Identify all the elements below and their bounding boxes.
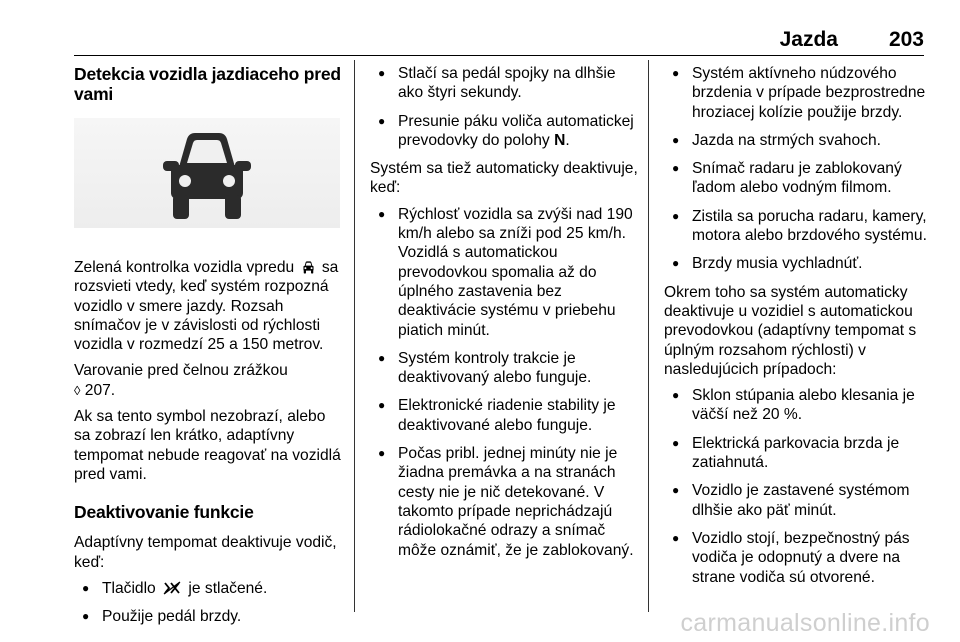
paragraph-indicator: [74, 258, 346, 354]
column-2: [370, 64, 640, 569]
paragraph-no-symbol: Ak sa tento symbol nezobrazí, alebo sa zobrazí len krátko, adaptívny tempomat nebude reagovať na vozidlá pred vami.: [74, 408, 341, 483]
paragraph-auto-deactivation: Systém sa tiež automaticky deaktivuje, keď:: [370, 160, 638, 197]
page-number: 203: [888, 28, 924, 51]
list-item: ● Elektrická parkovacia brzda je zatiahnutá.: [664, 434, 930, 473]
list-item: ● Počas pribl. jednej minúty nie je žiadna premávka a na stranách cesty nie je nič detekované. V takomto prípade neprichádzajú rádiolokačné odrazy a snímač môže oznámiť, že je zablokovaný.: [370, 444, 640, 560]
text-fragment: sa rozsvieti vtedy, keď systém rozpozná vozidlo v smere jazdy. Rozsah snímačov je v závislosti od rýchlosti vozidla v rozmedzí 25 a 150 metrov.: [74, 259, 339, 354]
car-front-icon-panel: [74, 118, 340, 228]
list-item: ● Zistila sa porucha radaru, kamery, motora alebo brzdového systému.: [664, 207, 930, 246]
list-auto-deactivation-cont: [664, 64, 930, 274]
list-item: ● Stlačí sa pedál spojky na dlhšie ako štyri sekundy.: [370, 64, 640, 103]
text-fragment: .: [565, 131, 570, 149]
chapter-title: Jazda: [779, 28, 838, 51]
list-item: ● Rýchlosť vozidla sa zvýši nad 190 km/h alebo sa zníži pod 25 km/h. Vozidlá s automatickou prevodovkou spomalia až do úplného zastavenia bez deaktivácie systému v priebehu piatich minút.: [370, 205, 640, 340]
list-automatic-transmission: [664, 386, 930, 587]
column-3: [664, 64, 930, 596]
text-fragment: Tlačidlo: [102, 579, 156, 597]
list-item: ● Systém kontroly trakcie je deaktivovaný alebo funguje.: [370, 349, 640, 388]
section-heading-deactivation: Deaktivovanie funkcie: [74, 502, 254, 523]
page-ref-link[interactable]: 207.: [84, 381, 116, 399]
paragraph-driver-deactivates: Adaptívny tempomat deaktivuje vodič, keď:: [74, 534, 337, 571]
list-item: ● Použije pedál brzdy.: [74, 607, 346, 626]
page-ref-icon: ◊: [74, 382, 81, 398]
watermark: carmanualsonline.info: [680, 609, 930, 637]
gear-position-label: N: [554, 131, 566, 149]
list-item: ● Sklon stúpania alebo klesania je väčší než 20 %.: [664, 386, 930, 425]
list-driver-deactivation: [74, 579, 346, 627]
paragraph-automatic-transmission: Okrem toho sa systém automaticky deaktivuje u vozidiel s automatickou prevodovkou (adaptívny tempomat s úplným rozsahom rýchlosti) v nasledujúcich prípadoch:: [664, 283, 917, 378]
list-item: ● Jazda na strmých svahoch.: [664, 131, 930, 150]
list-driver-deactivation-cont: [370, 64, 640, 150]
column-divider-2: [648, 60, 649, 612]
list-item: ● Elektronické riadenie stability je deaktivované alebo funguje.: [370, 396, 640, 435]
car-front-icon: [301, 260, 316, 274]
page-header: [74, 28, 924, 52]
list-item: ● Vozidlo stojí, bezpečnostný pás vodiča je odopnutý a dvere na strane vodiča sú otvorené.: [664, 529, 930, 587]
column-1: [74, 64, 346, 635]
text-fragment: Presunie páku voliča automatickej prevodovky do polohy: [398, 112, 634, 149]
text-fragment: je stlačené.: [188, 579, 268, 597]
column-divider-1: [354, 60, 355, 612]
distance-button-icon: [162, 581, 182, 595]
list-auto-deactivation: [370, 205, 640, 560]
text-fragment: Zelená kontrolka vozidla vpredu: [74, 259, 295, 276]
header-divider: [74, 55, 924, 56]
list-item: ● Brzdy musia vychladnúť.: [664, 254, 930, 273]
list-item: [74, 579, 346, 598]
text-fragment: Varovanie pred čelnou zrážkou: [74, 362, 288, 380]
paragraph-warning-ref: [74, 361, 346, 400]
list-item: ● Snímač radaru je zablokovaný ľadom alebo vodným filmom.: [664, 159, 930, 198]
list-item: ● Vozidlo je zastavené systémom dlhšie ako päť minút.: [664, 481, 930, 520]
list-item: ● Systém aktívneho núdzového brzdenia v prípade bezprostredne hroziacej kolízie použije brzdy.: [664, 64, 930, 122]
section-heading-detection: Detekcia vozidla jazdiaceho pred vami: [74, 64, 341, 104]
list-item: [370, 112, 640, 151]
car-front-icon: [157, 123, 257, 223]
